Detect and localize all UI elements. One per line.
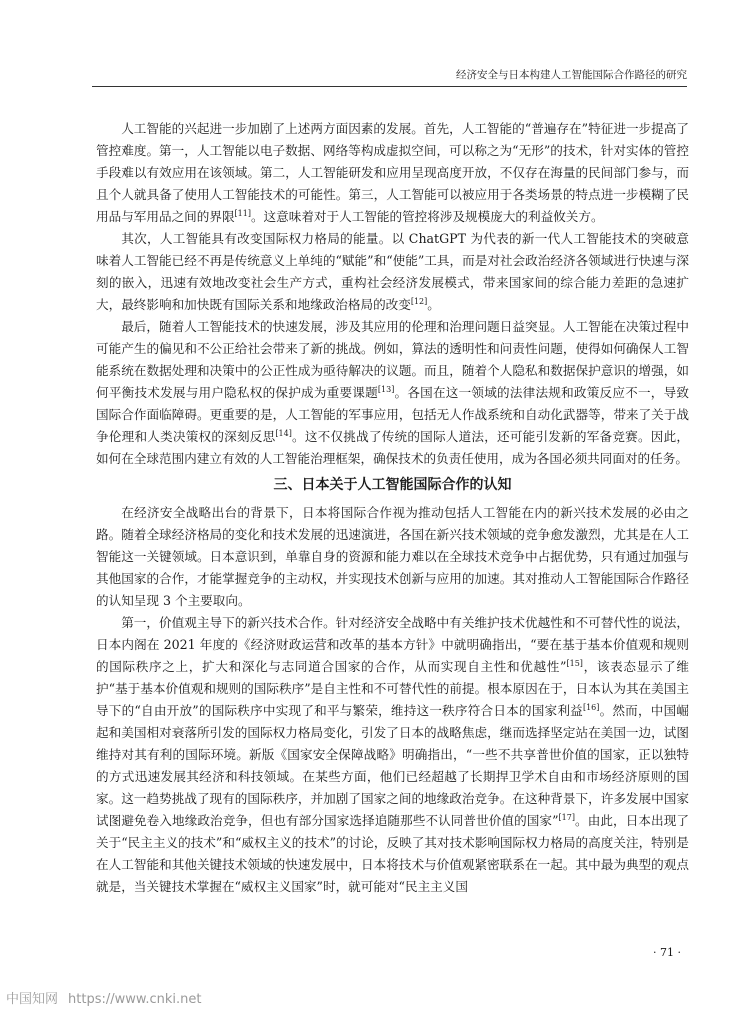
citation-ref: [14] xyxy=(275,429,292,438)
header-title: 经济安全与日本构建人工智能国际合作路径的研究 xyxy=(456,69,687,81)
article-body xyxy=(96,118,689,898)
page-number: · 71 · xyxy=(653,946,681,959)
citation-ref: [15] xyxy=(566,659,583,668)
paragraph: 最后，随着人工智能技术的快速发展，涉及其应用的伦理和治理问题日益突显。人工智能在决策过程中可能产生的偏见和不公正给社会带来了新的挑战。例如，算法的透明性和问责性问题，使得如何确保人工智能系统在数据处理和决策中的公正性成为亟待解决的议题。而且，随着个人隐私和数据保护意识的增强，如何平衡技术发展与用户隐私权的保护成为重要课题[13]。各国在这一领域的法律法规和政策反应不一，导致国际合作面临障碍。更重要的是，人工智能的军事应用，包括无人作战系统和自动化武器等，带来了关于战争伦理和人类决策权的深刻反思[14]。这不仅挑战了传统的国际人道法，还可能引发新的军备竞赛。因此，如何在全球范围内建立有效的人工智能治理框架，确保技术的负责任使用，成为各国必须共同面对的任务。 xyxy=(96,319,690,466)
cnki-watermark xyxy=(6,988,201,1007)
citation-ref: [17] xyxy=(558,813,575,822)
running-header xyxy=(92,68,687,87)
paragraph: 在经济安全战略出台的背景下，日本将国际合作视为推动包括人工智能在内的新兴技术发展的必由之路。随着全球经济格局的变化和技术发展的迅速演进，各国在新兴技术领域的竞争愈发激烈，尤其是在人工智能这一关键领域。日本意识到，单靠自身的资源和能力难以在全球技术竞争中占据优势，只有通过加强与其他国家的合作，才能掌握竞争的主动权，并实现技术创新与应用的加速。其对推动人工智能国际合作路径的认知呈现 3 个主要取向。 xyxy=(96,505,689,608)
citation-ref: [11] xyxy=(234,209,251,218)
paragraph: 人工智能的兴起进一步加剧了上述两方面因素的发展。首先，人工智能的“普遍存在”特征进一步提高了管控难度。第一，人工智能以电子数据、网络等构成虚拟空间，可以称之为“无形”的技术，针对实体的管控手段难以有效应用在该领域。第二，人工智能研发和应用呈现高度开放，不仅存在海量的民间部门参与，而且个人就具备了使用人工智能技术的可能性。第三，人工智能可以被应用于各类场景的特点进一步模糊了民用品与军用品之间的界限[11]。这意味着对于人工智能的管控将涉及规模庞大的利益攸关方。 xyxy=(96,121,689,224)
citation-ref: [12] xyxy=(410,297,428,306)
citation-ref: [13] xyxy=(377,385,395,394)
paragraph: 其次，人工智能具有改变国际权力格局的能量。以 ChatGPT 为代表的新一代人工智能技术的突破意味着人工智能已经不再是传统意义上单纯的“赋能”和“使能”工具，而是对社会政治经济各领域进行快速与深刻的嵌入，迅速有效地改变社会生产方式，重构社会经济发展模式，带来国家间的综合能力差距的急速扩大，最终影响和加快既有国际关系和地缘政治格局的改变[12]。 xyxy=(96,231,689,312)
watermark-url: https://www.cnki.net xyxy=(68,992,202,1007)
section-heading: 三、日本关于人工智能国际合作的认知 xyxy=(273,477,512,493)
paragraph: 第一，价值观主导下的新兴技术合作。针对经济安全战略中有关维护技术优越性和不可替代性的说法，日本内阁在 2021 年度的《经济财政运营和改革的基本方针》中就明确指出，“要在基于基本价值观和规则的国际秩序之上，扩大和深化与志同道合国家的合作，从而实现自主性和优越性”[15]，该表态显示了维护“基于基本价值观和规则的国际秩序”是自主性和不可替代性的前提。根本原因在于，日本认为其在美国主导下的“自由开放”的国际秩序中实现了和平与繁荣，维持这一秩序符合日本的国家利益[16]。然而，中国崛起和美国相对衰落所引发的国际权力格局变化，引发了日本的战略焦虑，继而选择坚定站在美国一边，试图维持对其有利的国际环境。新版《国家安全保障战略》明确指出，“一些不共享普世价值的国家，正以独特的方式迅速发展其经济和科技领域。在某些方面，他们已经超越了长期捍卫学术自由和市场经济原则的国家。这一趋势挑战了现有的国际秩序，并加剧了国家之间的地缘政治竞争。在这种背景下，许多发展中国家试图避免卷入地缘政治竞争，但也有部分国家选择追随那些不认同普世价值的国家”[17]。由此，日本出现了关于“民主主义的技术”和“威权主义的技术”的讨论，反映了其对技术影响国际权力格局的高度关注，特别是在人工智能和其他关键技术领域的快速发展中，日本将技术与价值观紧密联系在一起。其中最为典型的观点就是，当关键技术掌握在“威权主义国家”时，就可能对“民主主义国 xyxy=(96,615,689,894)
citation-ref: [16] xyxy=(582,703,600,712)
watermark-brand: 中国知网 xyxy=(6,992,59,1007)
